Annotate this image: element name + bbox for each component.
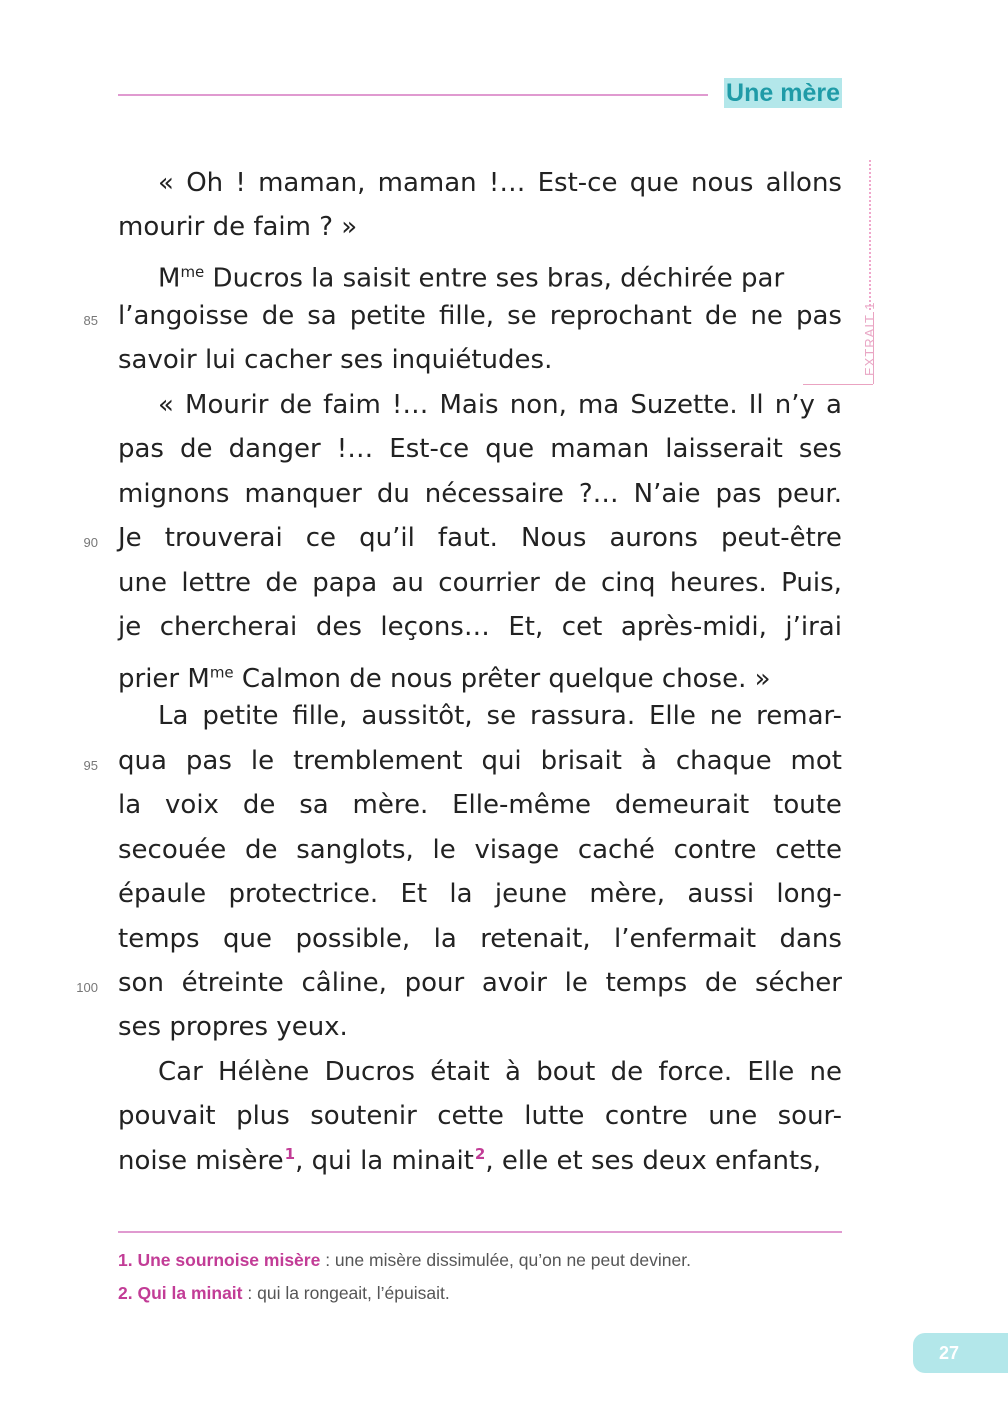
word: des: [315, 612, 362, 642]
word: plus: [236, 1101, 290, 1131]
word: heures.: [669, 568, 767, 598]
word: temps: [605, 968, 688, 998]
text-line: [118, 161, 842, 205]
footnote: [118, 1247, 691, 1273]
text-line: [118, 205, 842, 249]
word: épaule: [118, 879, 207, 909]
word: la: [433, 924, 457, 954]
header-rule: [118, 94, 708, 96]
line-text: savoir lui cacher ses inquiétudes.: [118, 345, 553, 375]
word: l’enfermait: [614, 924, 757, 954]
word: force.: [658, 1057, 733, 1087]
word: Je: [118, 523, 142, 553]
line-text-part: , elle et ses deux enfants,: [485, 1146, 822, 1176]
line-text-part: noise misère: [118, 1146, 284, 1176]
word: protectrice.: [228, 879, 379, 909]
word: bout: [536, 1057, 596, 1087]
word: se: [507, 301, 537, 331]
word: !: [235, 168, 246, 198]
word: cinq: [601, 568, 656, 598]
word: visage: [474, 835, 560, 865]
footnote-ref: 1: [284, 1145, 296, 1163]
word: jeune: [494, 879, 568, 909]
text-line: [118, 650, 842, 694]
word: n’y: [774, 390, 815, 420]
word: Est-ce: [389, 434, 470, 464]
superscript: me: [180, 263, 205, 281]
footnote-ref: 2: [474, 1145, 486, 1163]
word: de: [244, 835, 278, 865]
word: cet: [561, 612, 603, 642]
text-line: [118, 961, 842, 1005]
footnote-text: : une misère dissimulée, qu’on ne peut deviner.: [320, 1250, 691, 1270]
word: voix: [165, 790, 219, 820]
word: dans: [779, 924, 842, 954]
word: N’aie: [633, 479, 701, 509]
footnote-text: : qui la rongeait, l’épuisait.: [242, 1283, 450, 1303]
line-text: [118, 1139, 821, 1183]
word: une: [708, 1101, 758, 1131]
word: j’irai: [785, 612, 842, 642]
word: maman: [377, 168, 477, 198]
word: cette: [437, 1101, 504, 1131]
word: cette: [775, 835, 842, 865]
text-line: [118, 605, 842, 649]
text-line: [118, 1050, 842, 1094]
word: !…: [336, 434, 374, 464]
line-text-part: Ducros la saisit entre ses bras, déchirée par: [204, 263, 785, 294]
word: Ducros: [324, 1057, 415, 1087]
word: !…: [391, 390, 429, 420]
word: son: [118, 968, 164, 998]
word: de: [242, 790, 276, 820]
word: sa: [299, 790, 329, 820]
text-line: [118, 694, 842, 738]
line-text: [118, 664, 771, 694]
word: caché: [577, 835, 655, 865]
word: de: [610, 1057, 644, 1087]
word: danger: [228, 434, 321, 464]
line-text: ses propres yeux.: [118, 1012, 348, 1042]
word: ne: [809, 1057, 842, 1087]
line-text-part: prier M: [118, 663, 210, 694]
word: mère,: [589, 879, 666, 909]
word: fille,: [292, 701, 348, 731]
word: de: [704, 301, 738, 331]
word: aussi: [687, 879, 755, 909]
word: une: [118, 568, 167, 598]
word: Nous: [521, 523, 587, 553]
word: ne: [709, 701, 743, 731]
word: de: [265, 568, 298, 598]
footnote-term: Une sournoise misère: [137, 1250, 321, 1270]
word: pouvait: [118, 1101, 216, 1131]
word: de: [554, 568, 587, 598]
word: mignons: [118, 479, 230, 509]
text-line: [118, 739, 842, 783]
word: retenait,: [480, 924, 591, 954]
footnote-number: 2.: [118, 1283, 133, 1303]
word: sa: [307, 301, 337, 331]
text-line: [118, 917, 842, 961]
line-number: 85: [83, 313, 98, 328]
word: contre: [673, 835, 757, 865]
footnote-rule: [118, 1231, 842, 1233]
word: Et,: [508, 612, 544, 642]
word: Puis,: [781, 568, 842, 598]
word: Hélène: [218, 1057, 310, 1087]
text-line: [118, 427, 842, 471]
word: contre: [604, 1101, 688, 1131]
word: non,: [509, 390, 567, 420]
word: du: [376, 479, 410, 509]
word: ses: [798, 434, 842, 464]
word: Elle: [649, 701, 696, 731]
word: remar-: [756, 701, 842, 731]
word: Il: [748, 390, 764, 420]
text-line: [118, 828, 842, 872]
word: après-midi,: [620, 612, 767, 642]
text-line: [118, 383, 842, 427]
word: papa: [312, 568, 378, 598]
word: rassura.: [530, 701, 636, 731]
footnote-term: Qui la minait: [137, 1283, 243, 1303]
word: se: [486, 701, 517, 731]
word: Est-ce: [537, 168, 618, 198]
text-line: [118, 516, 842, 560]
line-text-part: Calmon de nous prêter quelque chose. »: [233, 663, 771, 694]
word: temps: [118, 924, 200, 954]
word: pas: [185, 746, 232, 776]
word: demeurait: [614, 790, 750, 820]
word: mère.: [352, 790, 429, 820]
word: pas: [795, 301, 842, 331]
word: que: [223, 924, 272, 954]
word: a: [826, 390, 842, 420]
word: maman,: [258, 168, 366, 198]
word: «: [158, 390, 174, 420]
word: nécessaire: [424, 479, 564, 509]
word: leçons…: [380, 612, 490, 642]
word: Et: [400, 879, 428, 909]
word: Mais: [439, 390, 499, 420]
word: brisait: [540, 746, 622, 776]
word: avoir: [481, 968, 547, 998]
word: lutte: [524, 1101, 585, 1131]
word: faut.: [437, 523, 498, 553]
word: qua: [118, 746, 167, 776]
word: je: [118, 612, 142, 642]
word: trouverai: [164, 523, 283, 553]
word: ma: [577, 390, 620, 420]
text-line: [118, 1005, 842, 1049]
word: manquer: [244, 479, 362, 509]
word: pas: [118, 434, 164, 464]
word: laisserait: [665, 434, 783, 464]
line-text: [158, 250, 784, 294]
word: le: [564, 968, 588, 998]
word: chercherai: [159, 612, 298, 642]
word: peut-être: [721, 523, 842, 553]
extract-label: EXTRAIT 1: [862, 301, 877, 376]
word: aurons: [609, 523, 698, 553]
word: mot: [790, 746, 842, 776]
word: pas: [715, 479, 762, 509]
text-line: [118, 472, 842, 516]
word: la: [449, 879, 473, 909]
page-number: 27: [938, 1343, 960, 1363]
word: nous: [690, 168, 754, 198]
text-line: [118, 872, 842, 916]
word: la: [118, 790, 142, 820]
word: Suzette.: [630, 390, 738, 420]
text-line: [118, 1094, 842, 1138]
word: le: [250, 746, 275, 776]
word: de: [704, 968, 738, 998]
running-title: Une mère: [726, 79, 840, 107]
word: allons: [765, 168, 842, 198]
word: qui: [481, 746, 522, 776]
word: secouée: [118, 835, 227, 865]
word: sécher: [754, 968, 842, 998]
word: aussitôt,: [361, 701, 473, 731]
word: long-: [776, 879, 842, 909]
word: au: [391, 568, 424, 598]
word: La: [158, 701, 189, 731]
word: fille,: [438, 301, 495, 331]
word: reprochant: [549, 301, 692, 331]
word: !…: [488, 168, 526, 198]
superscript: me: [209, 663, 234, 681]
word: peur.: [776, 479, 842, 509]
word: soutenir: [310, 1101, 417, 1131]
word: à: [505, 1057, 521, 1087]
word: toute: [773, 790, 842, 820]
text-line: [118, 1139, 842, 1183]
word: de: [279, 390, 313, 420]
word: Mourir: [185, 390, 269, 420]
word: était: [430, 1057, 490, 1087]
word: à: [640, 746, 657, 776]
footnote-number: 1.: [118, 1250, 133, 1270]
word: chaque: [675, 746, 772, 776]
line-text: mourir de faim ? »: [118, 212, 358, 242]
word: Elle: [747, 1057, 795, 1087]
line-text-part: , qui la minait: [295, 1146, 474, 1176]
word: Oh: [186, 168, 224, 198]
word: étreinte: [181, 968, 284, 998]
text-line: [118, 783, 842, 827]
word: que: [485, 434, 535, 464]
word: petite: [349, 301, 426, 331]
word: possible,: [295, 924, 411, 954]
word: Car: [158, 1057, 203, 1087]
word: câline,: [301, 968, 387, 998]
word: lettre: [181, 568, 252, 598]
word: ce: [305, 523, 337, 553]
word: sanglots,: [296, 835, 414, 865]
word: que: [629, 168, 679, 198]
word: ne: [750, 301, 783, 331]
line-number: 95: [83, 758, 98, 773]
text-line: [118, 561, 842, 605]
word: petite: [202, 701, 279, 731]
word: maman: [550, 434, 650, 464]
word: Elle-même: [452, 790, 592, 820]
word: qu’il: [359, 523, 415, 553]
word: de: [261, 301, 295, 331]
word: pour: [404, 968, 465, 998]
word: de: [180, 434, 213, 464]
word: «: [158, 168, 174, 198]
word: faim: [323, 390, 381, 420]
word: tremblement: [293, 746, 463, 776]
line-number: 100: [76, 980, 98, 995]
text-line: [118, 250, 842, 294]
word: courrier: [438, 568, 540, 598]
footnote: [118, 1280, 450, 1306]
text-line: [118, 294, 842, 338]
word: le: [432, 835, 456, 865]
word: ?…: [578, 479, 619, 509]
line-number: 90: [83, 535, 98, 550]
text-line: [118, 338, 842, 382]
word: l’angoisse: [118, 301, 249, 331]
line-text-part: M: [158, 263, 181, 294]
word: sour-: [777, 1101, 842, 1131]
